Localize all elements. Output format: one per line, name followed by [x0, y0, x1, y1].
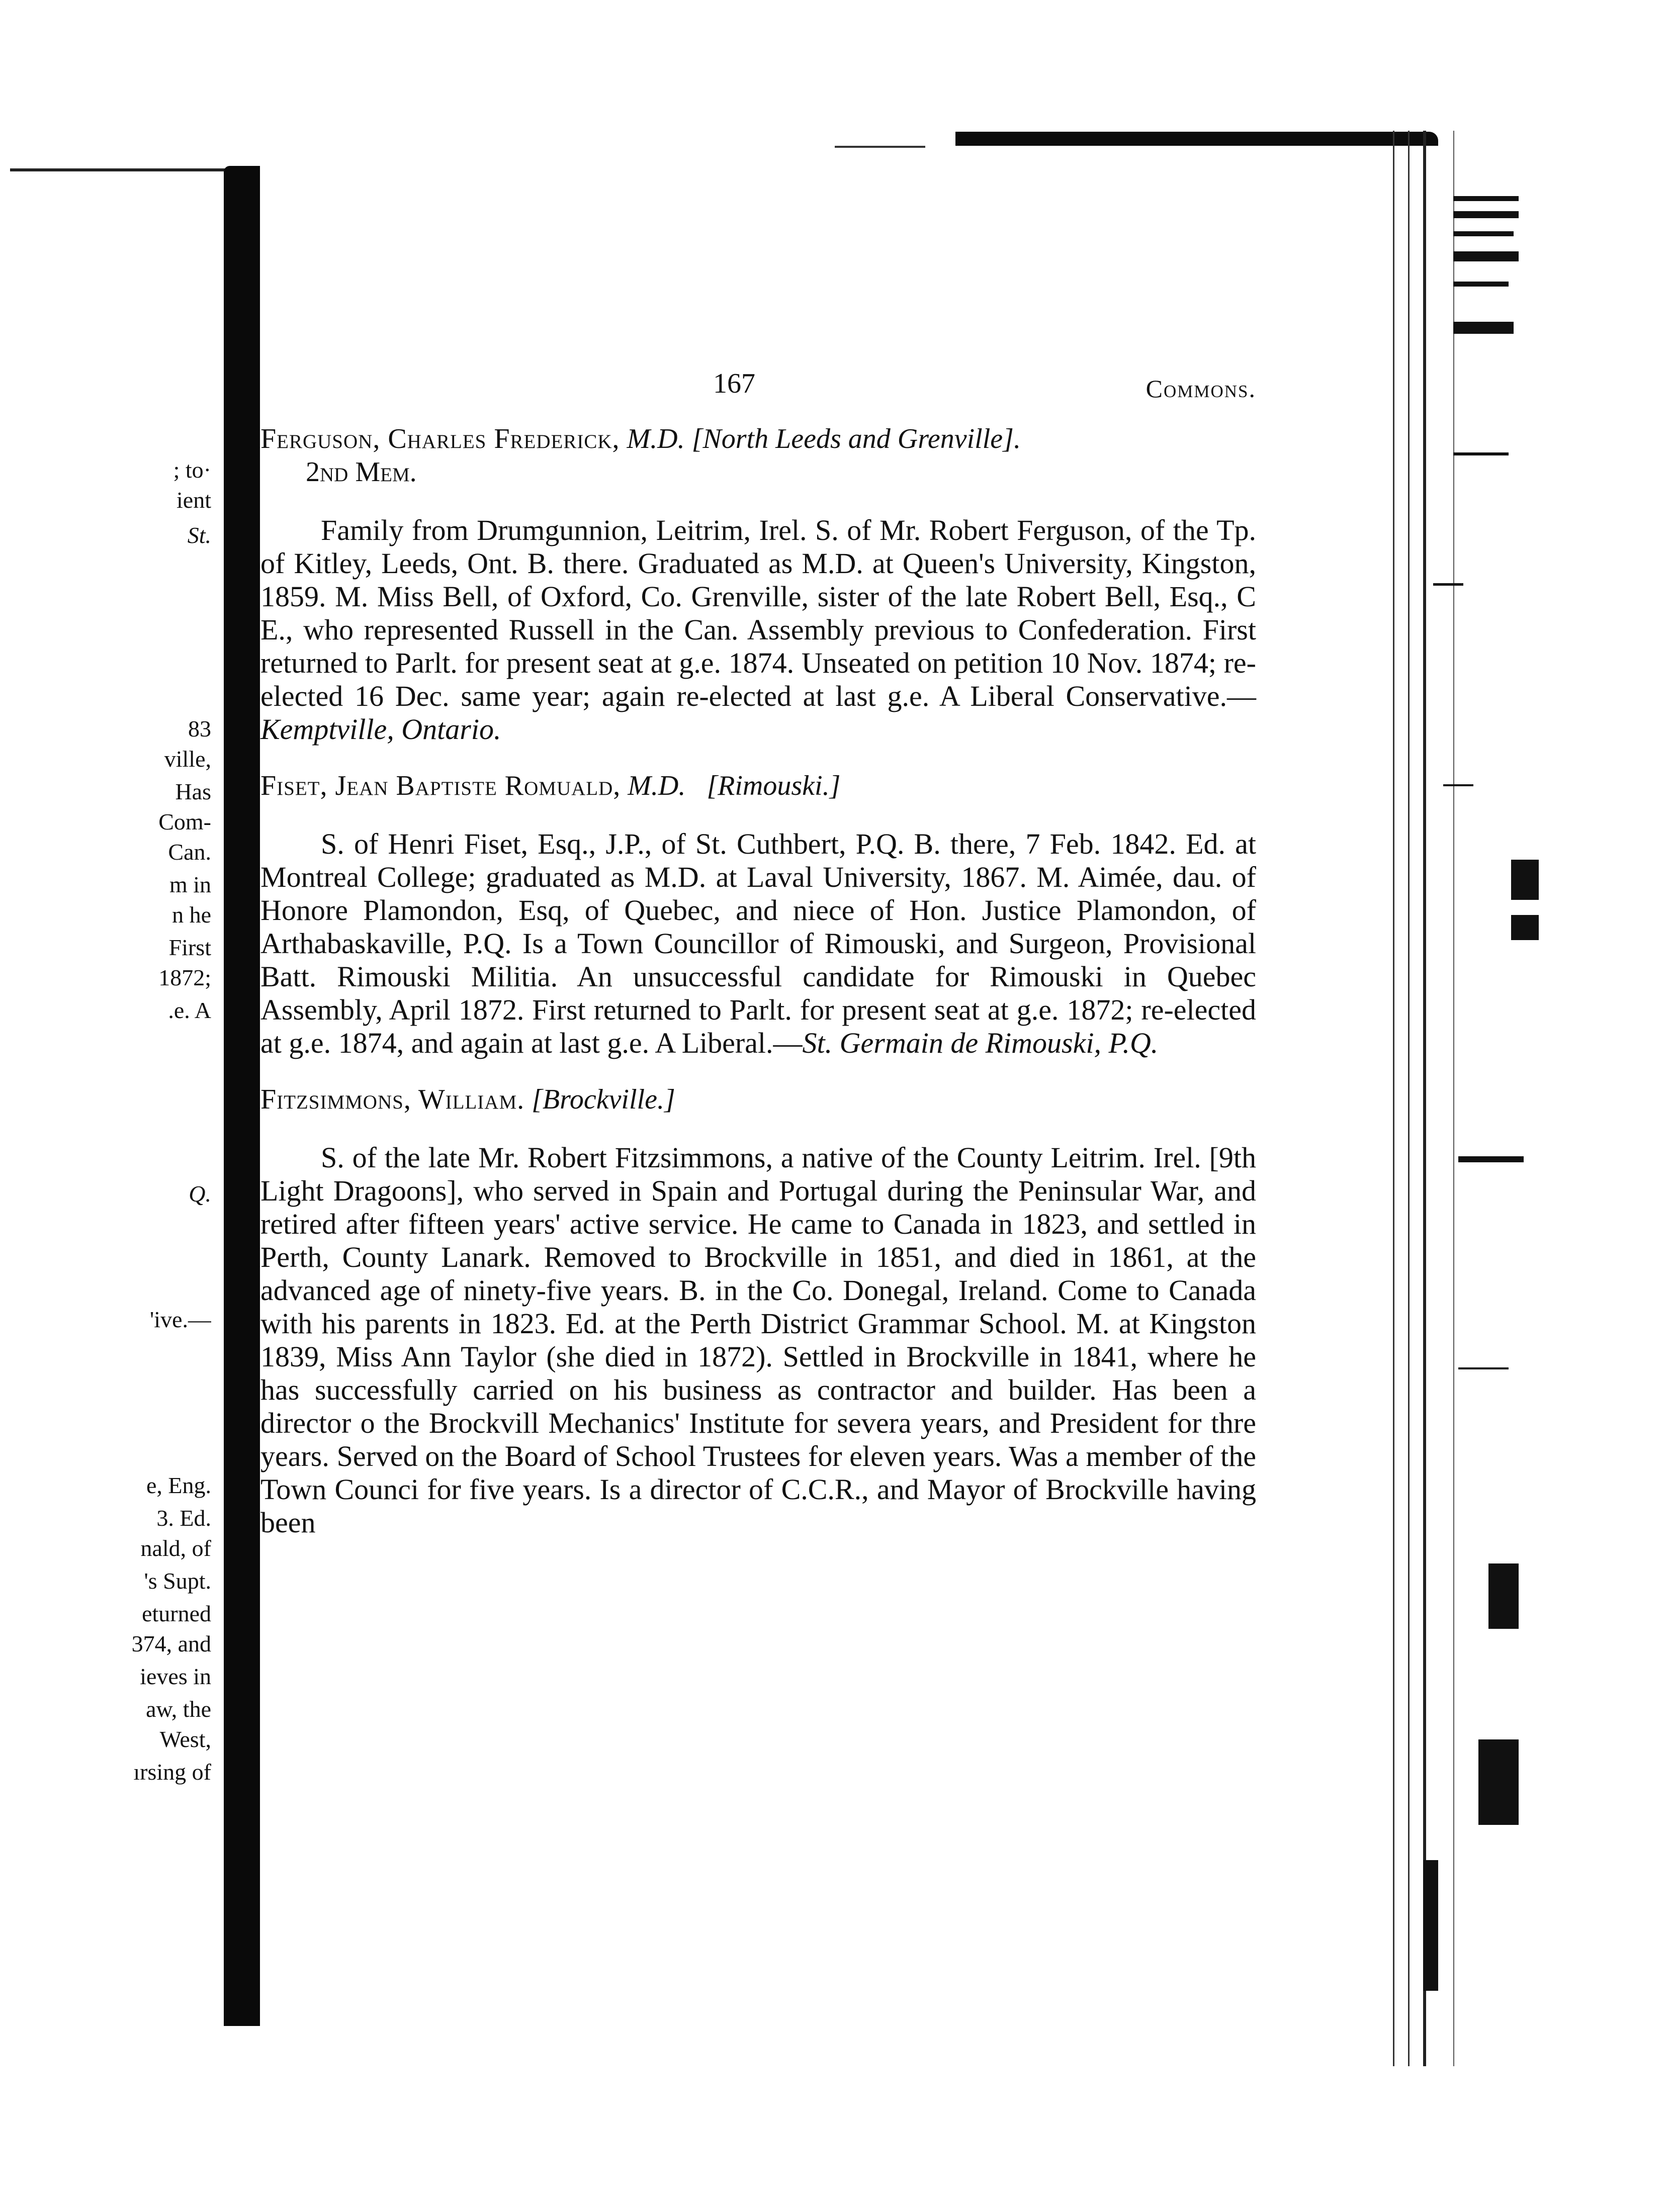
margin-fragment: ırsing of — [133, 1759, 211, 1785]
margin-fragment: St. — [187, 522, 211, 548]
scan-mark — [1453, 282, 1509, 287]
margin-fragment: 83 — [188, 716, 211, 742]
facing-page-rule — [10, 168, 226, 171]
scan-mark — [1453, 452, 1509, 455]
margin-fragment: m in — [169, 872, 211, 897]
scan-mark — [1511, 915, 1539, 940]
margin-fragment: First — [168, 935, 211, 960]
entry-name: Fiset, Jean Baptiste Romuald, — [260, 770, 621, 801]
binding-shadow — [224, 166, 260, 2026]
margin-fragment: aw, the — [146, 1696, 211, 1722]
margin-fragment: Q. — [189, 1181, 211, 1207]
entry-text: Family from Drumgunnion, Leitrim, Irel. S. of Mr. Robert Ferguson, of the Tp. of Kitley, Leeds, Ont. B. there. Graduated as M.D. at Queen's University, Kingston, 1859. M. Miss Bell, of Oxford, Co. Grenville, sister of the late Robert Bell, Esq., C E., who represented Russell in the Can. Assembly previous to Confederation. First returned to Parlt. for present seat at g.e. 1874. Unseated on petition 10 Nov. 1874; re-elected 16 Dec. same year; again re-elected at last g.e. A Liberal Conservative.— — [260, 514, 1256, 712]
fold-line — [1408, 131, 1410, 2066]
scan-mark — [1458, 1367, 1509, 1369]
fold-line — [1393, 131, 1394, 2066]
entry-text: S. of Henri Fiset, Esq., J.P., of St. Cuthbert, P.Q. B. there, 7 Feb. 1842. Ed. at Montreal College; graduated as M.D. at Laval University, 1867. M. Aimée, dau. of Honore Plamondon, Esq, of Quebec, and niece of Hon. Justice Plamondon, of Arthabaskaville, P.Q. Is a Town Councillor of Rimouski, and Surgeon, Provisional Batt. Rimouski Militia. An unsuccessful candidate for Rimouski in Quebec Assembly, April 1872. First returned to Parlt. for present seat at g.e. 1872; re-elected at g.e. 1874, and again at last g.e. A Liberal.— — [260, 827, 1256, 1059]
entry-heading — [260, 1083, 1256, 1116]
entry-address: St. Germain de Rimouski, P.Q. — [802, 1027, 1159, 1059]
scan-mark — [1453, 231, 1514, 236]
entry-heading — [260, 769, 1256, 802]
running-head: Commons. — [1146, 375, 1256, 403]
scan-mark — [1453, 211, 1519, 218]
scan-mark — [1453, 251, 1519, 261]
entry-name: Fitzsimmons, William. — [260, 1084, 525, 1115]
margin-fragment: West, — [159, 1726, 211, 1752]
biography-entry — [260, 1083, 1256, 1539]
margin-fragment: ieves in — [140, 1664, 211, 1689]
entry-riding: [Brockville.] — [532, 1084, 675, 1115]
scan-mark — [1443, 784, 1473, 786]
margin-fragment: 1872; — [158, 965, 211, 990]
scan-mark — [1511, 860, 1539, 900]
margin-fragment: 'ive.— — [150, 1307, 211, 1332]
margin-fragment: ient — [177, 487, 211, 513]
entry-membership: 2nd Mem. — [306, 456, 417, 488]
scan-mark — [1488, 1563, 1519, 1629]
margin-fragment: ville, — [164, 746, 211, 772]
margin-fragment: .e. A — [168, 997, 211, 1023]
margin-fragment: Com- — [158, 809, 211, 835]
entry-riding: [North Leeds and Grenville]. — [691, 423, 1021, 454]
margin-fragment: n he — [172, 902, 211, 928]
entry-riding: [Rimouski.] — [707, 770, 841, 801]
facing-page-fragment — [0, 0, 221, 2212]
entry-body — [260, 1141, 1256, 1539]
right-edge-artifacts — [1378, 0, 1671, 2212]
margin-fragment: Can. — [168, 839, 211, 865]
biography-entry — [260, 769, 1256, 1060]
entry-name: Ferguson, Charles Frederick, — [260, 423, 620, 454]
margin-fragment: e, Eng. — [146, 1472, 211, 1498]
margin-fragment: nald, of — [140, 1535, 211, 1561]
biography-entry — [260, 422, 1256, 746]
text-column — [260, 367, 1256, 1562]
page-number: 167 — [713, 368, 755, 399]
fold-line — [1453, 131, 1454, 2066]
margin-fragment: 374, and — [131, 1631, 211, 1656]
entry-text: S. of the late Mr. Robert Fitzsimmons, a native of the County Leitrim. Irel. [9th Light Dragoons], who served in Spain and Portugal during the Peninsular War, and retired after fifteen years' active service. He came to Canada in 1823, and settled in Perth, County Lanark. Removed to Brockville in 1851, and died in 1861, at the advanced age of ninety-five years. B. in the Co. Donegal, Ireland. Come to Canada with his parents in 1823. Ed. at the Perth District Grammar School. M. at Kingston 1839, Miss Ann Taylor (she died in 1872). Settled in Brockville in 1841, where he has successfully carried on his business as contractor and builder. Has been a director o the Brockvill Mechanics' Institute for severa years, and President for thre years. Served on the Board of School Trustees for eleven years. Was a member of the Town Counci for five years. Is a director of C.C.R., and Mayor of Brockville having been — [260, 1141, 1256, 1539]
entry-heading — [260, 422, 1256, 489]
margin-fragment: Has — [175, 779, 211, 804]
margin-fragment: 's Supt. — [144, 1568, 211, 1594]
entry-address: Kemptville, Ontario. — [260, 713, 501, 746]
entry-body — [260, 514, 1256, 746]
scan-mark — [1423, 1860, 1438, 1991]
margin-fragment: ; to· — [173, 457, 211, 483]
scan-rule-dash — [835, 146, 925, 148]
scan-mark — [1433, 583, 1463, 586]
entry-degree: M.D. — [628, 770, 686, 801]
scan-mark — [1453, 196, 1519, 201]
scan-mark — [1453, 322, 1514, 334]
entry-degree: M.D. — [627, 423, 685, 454]
fold-line — [1423, 131, 1426, 2066]
scan-mark — [1478, 1739, 1519, 1825]
scan-rule — [955, 132, 1438, 146]
margin-fragment: eturned — [142, 1601, 211, 1626]
entry-body — [260, 827, 1256, 1060]
scan-mark — [1458, 1156, 1524, 1162]
page-header — [260, 367, 1256, 422]
margin-fragment: 3. Ed. — [156, 1505, 211, 1531]
